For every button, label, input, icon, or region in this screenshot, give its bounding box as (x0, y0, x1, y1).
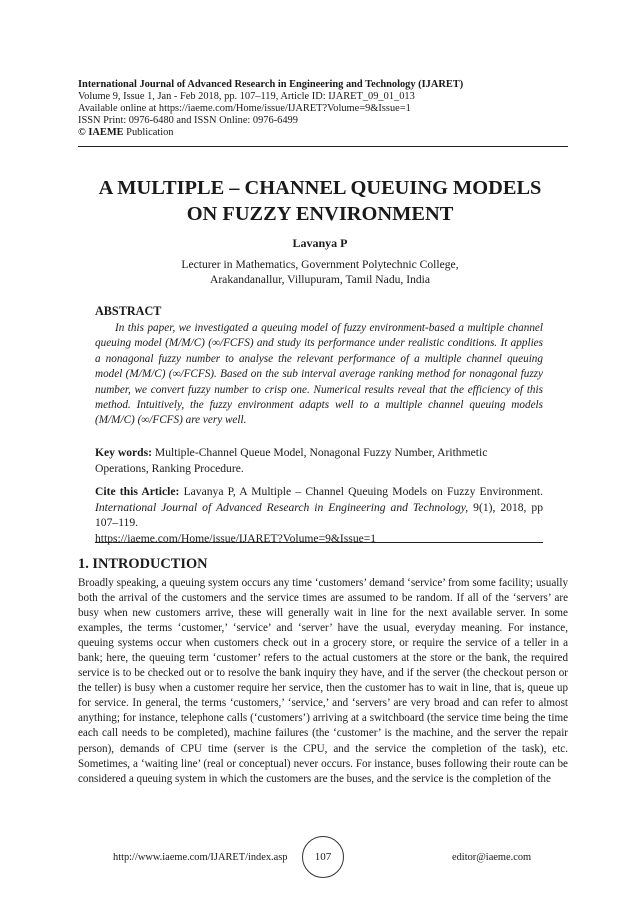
abstract-heading: ABSTRACT (95, 304, 162, 318)
issn-line: ISSN Print: 0976-6480 and ISSN Online: 0976-6499 (78, 115, 298, 127)
journal-header (78, 79, 568, 139)
citation-label: Cite this Article: (95, 485, 180, 498)
available-online-line: Available online at https://iaeme.com/Home/issue/IJARET?Volume=9&Issue=1 (78, 103, 411, 115)
volume-line: Volume 9, Issue 1, Jan - Feb 2018, pp. 107–119, Article ID: IJARET_09_01_013 (78, 91, 415, 103)
keywords-label: Key words: (95, 446, 152, 459)
citation-details: 9(1), 2018, pp 107–119. (95, 500, 543, 530)
affiliation-line-2: Arakandanallur, Villupuram, Tamil Nadu, India (209, 273, 431, 287)
footer-journal-url[interactable]: http://www.iaeme.com/IJARET/index.asp (113, 852, 288, 863)
author-affiliation (60, 257, 580, 288)
title-line-2: ON FUZZY ENVIRONMENT (186, 203, 454, 225)
title-line-1: A MULTIPLE – CHANNEL QUEUING MODELS (98, 177, 542, 199)
publisher-suffix: Publication (123, 127, 174, 139)
citation-text: Lavanya P, A Multiple – Channel Queuing Models on Fuzzy Environment. (179, 485, 543, 498)
introduction-text: Broadly speaking, a queuing system occurs any time ‘customers’ demand ‘service’ from some facility; usually both the arrival of the customers and the service times are assumed to be random. If all of the ‘servers’ are busy when new customers arrive, these will generally wait in line for the next available server. In some examples, the terms ‘customer,’ ‘service’ and ‘server’ have the usual, everyday meaning. For instance, queuing systems occur when customers check out in a grocery store, or require the service of a teller in a bank; here, the queuing term ‘customer’ refers to the actual customers at the store or the bank, the required service is to be checked out or to resolve the bank inquiry they have, and if the server (the checkout person or the teller) is busy when a customer require her service, then the customer has to wait in line, that is, queue up for service. In general, the terms ‘customers,’ ‘service,’ and ‘servers’ are very broad and can refer to almost anything; for instance, telephone calls (‘customers’) arriving at a switchboard (the service time being the time each call needs to be completed), machine failures (the ‘customer’ is the machine, and the server the repair person), demands of CPU time (server is the CPU, and the service the completion of the task), etc. Sometimes, a ‘waiting line’ (real or conceptual) never occurs. For instance, buses following their route can be considered a queuing system in which the customers are the buses, and the service is the completion of the (78, 577, 568, 785)
citation-url[interactable]: https://iaeme.com/Home/issue/IJARET?Volume=9&Issue=1 (95, 531, 377, 545)
abstract-text: In this paper, we investigated a queuing model of fuzzy environment-based a multiple channel queuing model (M/M/C) (∞/FCFS) and study its performance under realistic conditions. It applies a nonagonal fuzzy number to analyse the relevant performance of a multiple channel queuing model (M/M/C) (∞/FCFS). Based on the sub interval average ranking method for nonagonal fuzzy number, we convert fuzzy number to crisp one. Numerical results reveal that the efficiency of this method. Intuitively, the fuzzy environment adapts well to a multiple channel queuing models (M/M/C) (∞/FCFS) are very well. (95, 322, 543, 427)
citation-divider (95, 542, 543, 543)
page-number: 107 (302, 836, 344, 878)
citation-block (95, 484, 543, 546)
publisher-line (78, 127, 568, 139)
header-divider (78, 146, 568, 147)
citation-journal: International Journal of Advanced Research in Engineering and Technology, (95, 500, 469, 514)
section-heading-introduction: 1. INTRODUCTION (78, 556, 208, 572)
journal-title: International Journal of Advanced Research in Engineering and Technology (IJARET) (78, 79, 464, 90)
keywords (95, 445, 543, 476)
paper-title (60, 175, 580, 227)
footer-email[interactable]: editor@iaeme.com (452, 852, 532, 863)
keywords-text: Multiple-Channel Queue Model, Nonagonal Fuzzy Number, Arithmetic Operations, Ranking Procedure. (95, 446, 488, 475)
author-name: Lavanya P (292, 236, 348, 250)
publisher-mark: © IAEME (78, 127, 124, 139)
affiliation-line-1: Lecturer in Mathematics, Government Polytechnic College, (181, 258, 459, 271)
